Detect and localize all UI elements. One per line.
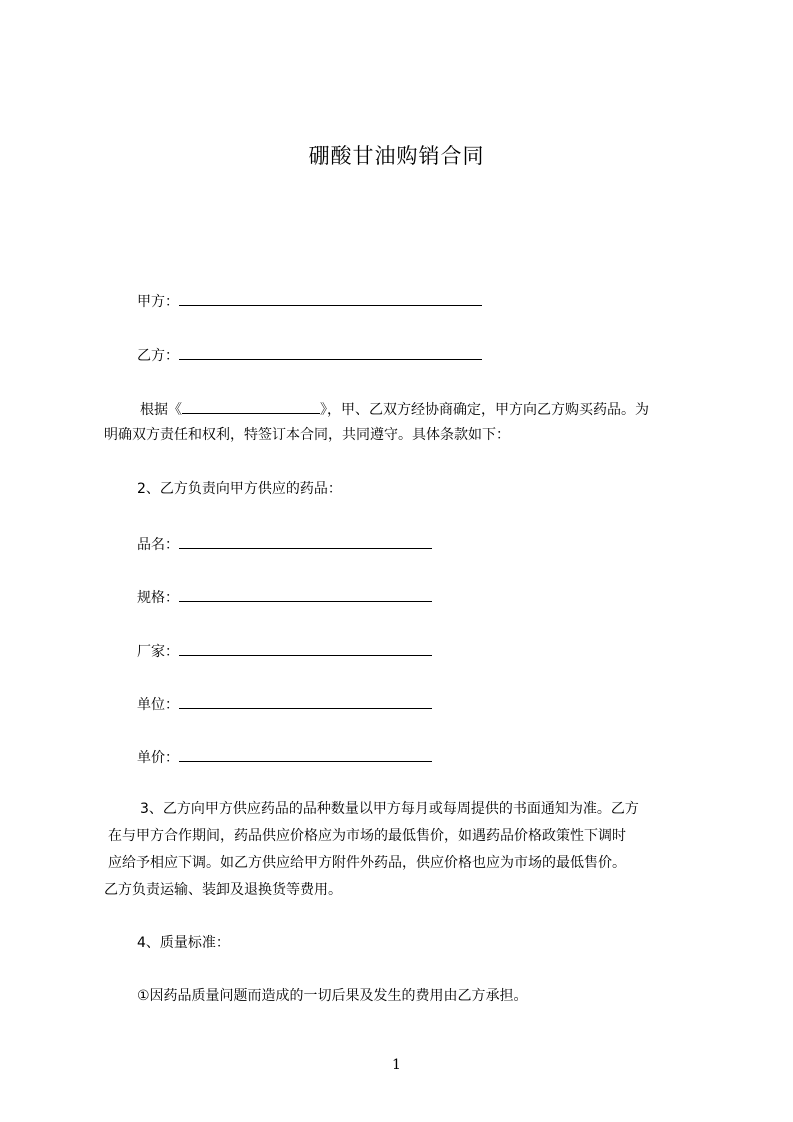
party-b-line [137,344,482,366]
clause-4-heading: 4、质量标准： [137,935,230,951]
field-label: 规格： [137,590,179,606]
preamble-blank [182,398,320,414]
document-title: 硼酸甘油购销合同 [308,144,485,168]
field-blank [179,640,432,656]
field-label: 品名： [137,537,179,553]
preamble-line-1 [140,398,649,420]
preamble-line-2: 明确双方责任和权利，特签订本合同，共同遵守。具体条款如下： [104,427,510,443]
page-number: 1 [392,1057,401,1073]
party-b-label: 乙方： [137,348,179,364]
field-product-name [137,533,432,555]
field-label: 厂家： [137,644,179,660]
clause-3-line-3: 应给予相应下调。如乙方供应给甲方附件外药品，供应价格也应为市场的最低售价。 [108,855,626,871]
party-a-label: 甲方： [137,294,179,310]
field-unit [137,693,432,715]
clause-4-item-1: ①因药品质量问题而造成的一切后果及发生的费用由乙方承担。 [137,988,528,1004]
clause-3-line-1: 3、乙方向甲方供应药品的品种数量以甲方每月或每周提供的书面通知为准。乙方 [140,801,639,817]
field-blank [179,746,432,762]
field-unit-price [137,746,432,768]
party-b-blank [179,344,482,360]
field-label: 单价： [137,750,179,766]
party-a-blank [179,290,482,306]
field-blank [179,693,432,709]
clause-2-heading: 2、乙方负责向甲方供应的药品： [137,481,342,497]
preamble-suffix: 》，甲、乙双方经协商确定，甲方向乙方购买药品。为 [320,402,649,418]
field-blank [179,533,432,549]
clause-3-line-2: 在与甲方合作期间，药品供应价格应为市场的最低售价，如遇药品价格政策性下调时 [108,828,626,844]
preamble-prefix: 根据《 [140,402,182,418]
field-label: 单位： [137,697,179,713]
clause-3-line-4: 乙方负责运输、装卸及退换货等费用。 [104,882,342,898]
field-manufacturer [137,640,432,662]
field-specification [137,586,432,608]
field-blank [179,586,432,602]
party-a-line [137,290,482,312]
